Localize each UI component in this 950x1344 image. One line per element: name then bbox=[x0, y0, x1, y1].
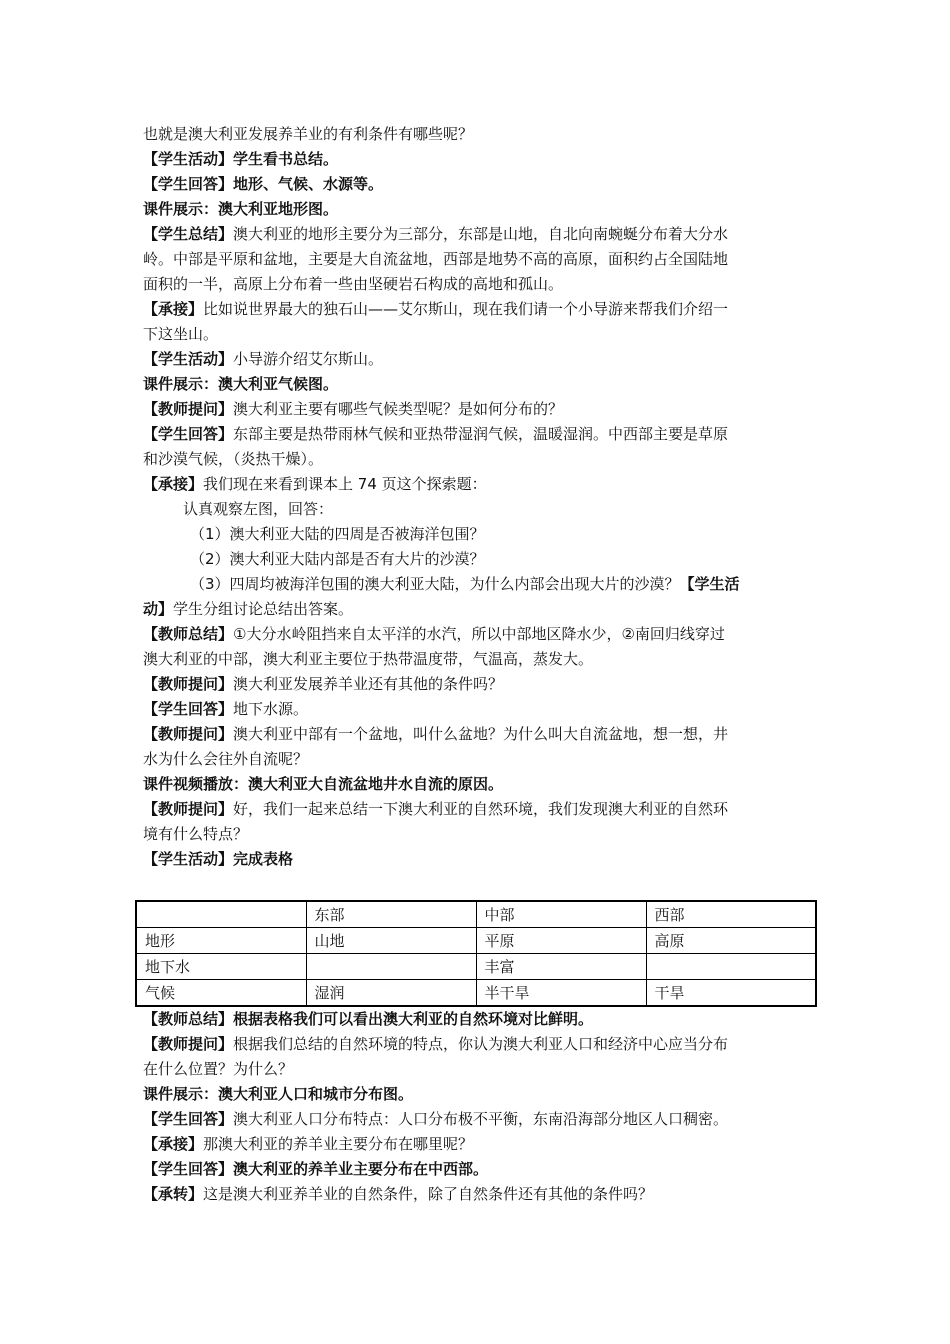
lesson-text-bottom bbox=[143, 1007, 808, 1207]
text-line bbox=[143, 722, 808, 747]
body-text: 澳大利亚的中部，澳大利亚主要位于热带温度带，气温高，蒸发大。 bbox=[143, 650, 594, 668]
body-text: 澳大利亚中部有一个盆地，叫什么盆地？为什么叫大自流盆地，想一想，井 bbox=[233, 725, 729, 743]
body-text: 那澳大利亚的养羊业主要分布在哪里呢？ bbox=[203, 1135, 474, 1153]
bold-text: 课件展示：澳大利亚地形图。 bbox=[143, 200, 339, 218]
document-page bbox=[143, 122, 808, 1207]
body-text: 比如说世界最大的独石山——艾尔斯山，现在我们请一个小导游来帮我们介绍一 bbox=[203, 300, 729, 318]
body-text: （2）澳大利亚大陆内部是否有大片的沙漠？ bbox=[190, 550, 485, 568]
bold-text: 【学生总结】 bbox=[143, 225, 234, 243]
body-text: 澳大利亚的地形主要分为三部分，东部是山地，自北向南蜿蜒分布着大分水 bbox=[233, 225, 729, 243]
text-line bbox=[143, 322, 808, 347]
body-text: 东部主要是热带雨林气候和亚热带湿润气候，温暖湿润。中西部主要是草原 bbox=[233, 425, 729, 443]
text-line bbox=[143, 572, 808, 597]
text-line bbox=[143, 1182, 808, 1207]
table-header-cell bbox=[136, 901, 306, 928]
body-text: 下这坐山。 bbox=[143, 325, 219, 343]
table-header-row bbox=[136, 901, 816, 928]
text-line bbox=[143, 822, 808, 847]
table-header-cell: 中部 bbox=[476, 901, 646, 928]
bold-text: 【教师提问】 bbox=[143, 800, 234, 818]
text-line bbox=[143, 397, 808, 422]
bold-text: 课件展示：澳大利亚人口和城市分布图。 bbox=[143, 1085, 414, 1103]
table-cell: 地下水 bbox=[136, 954, 306, 980]
text-line bbox=[143, 1032, 808, 1057]
body-text: 根据我们总结的自然环境的特点，你认为澳大利亚人口和经济中心应当分布 bbox=[233, 1035, 729, 1053]
body-text: 在什么位置？为什么？ bbox=[143, 1060, 294, 1078]
body-text: 学生分组讨论总结出答案。 bbox=[173, 600, 354, 618]
body-text: 岭。中部是平原和盆地，主要是大自流盆地，西部是地势不高的高原，面积约占全国陆地 bbox=[143, 250, 729, 268]
text-line bbox=[143, 622, 808, 647]
table-cell bbox=[646, 954, 816, 980]
bold-text: 【承接】 bbox=[143, 300, 204, 318]
body-text: （1）澳大利亚大陆的四周是否被海洋包围？ bbox=[190, 525, 485, 543]
text-line bbox=[143, 147, 808, 172]
text-line bbox=[143, 772, 808, 797]
text-line bbox=[143, 272, 808, 297]
table-cell bbox=[306, 954, 476, 980]
table-cell: 半干旱 bbox=[476, 980, 646, 1007]
text-line bbox=[143, 497, 808, 522]
bold-text: 【学生回答】 bbox=[143, 700, 234, 718]
bold-text: 【承转】 bbox=[143, 1185, 204, 1203]
text-line bbox=[143, 797, 808, 822]
text-line bbox=[143, 672, 808, 697]
bold-text: 【学生回答】地形、气候、水源等。 bbox=[143, 175, 384, 193]
table-row bbox=[136, 928, 816, 954]
text-line bbox=[143, 422, 808, 447]
bold-text: 【学生回答】澳大利亚的养羊业主要分布在中西部。 bbox=[143, 1160, 489, 1178]
text-line bbox=[143, 347, 808, 372]
text-line bbox=[143, 472, 808, 497]
bold-text: 【教师提问】 bbox=[143, 1035, 234, 1053]
text-line bbox=[143, 1107, 808, 1132]
body-text: 澳大利亚主要有哪些气候类型呢？是如何分布的？ bbox=[233, 400, 564, 418]
bold-text: 【教师提问】 bbox=[143, 675, 234, 693]
body-text: 和沙漠气候，（炎热干燥）。 bbox=[143, 450, 324, 468]
body-text: 水为什么会往外自流呢？ bbox=[143, 750, 309, 768]
bold-text: 动】 bbox=[143, 600, 174, 618]
body-text: 面积的一半，高原上分布着一些由坚硬岩石构成的高地和孤山。 bbox=[143, 275, 564, 293]
table-row bbox=[136, 954, 816, 980]
text-line bbox=[143, 372, 808, 397]
table-row bbox=[136, 980, 816, 1007]
body-text: ①大分水岭阻挡来自太平洋的水汽，所以中部地区降水少，②南回归线穿过 bbox=[233, 625, 725, 643]
bold-text: 【学生活动】完成表格 bbox=[143, 850, 294, 868]
text-line bbox=[143, 222, 808, 247]
text-line bbox=[143, 1057, 808, 1082]
text-line bbox=[143, 1007, 808, 1032]
body-text: 这是澳大利亚养羊业的自然条件，除了自然条件还有其他的条件吗？ bbox=[203, 1185, 654, 1203]
text-line bbox=[143, 172, 808, 197]
text-line bbox=[143, 697, 808, 722]
text-line bbox=[143, 597, 808, 622]
bold-text: 课件视频播放：澳大利亚大自流盆地井水自流的原因。 bbox=[143, 775, 504, 793]
table-cell: 丰富 bbox=[476, 954, 646, 980]
table-cell: 高原 bbox=[646, 928, 816, 954]
body-text: 也就是澳大利亚发展养羊业的有利条件有哪些呢？ bbox=[143, 125, 474, 143]
body-text: 认真观察左图，回答： bbox=[183, 500, 334, 518]
body-text: 地下水源。 bbox=[233, 700, 309, 718]
table-header-cell: 西部 bbox=[646, 901, 816, 928]
body-text: 好，我们一起来总结一下澳大利亚的自然环境，我们发现澳大利亚的自然环 bbox=[233, 800, 729, 818]
body-text: 澳大利亚人口分布特点：人口分布极不平衡，东南沿海部分地区人口稠密。 bbox=[233, 1110, 729, 1128]
table-cell: 气候 bbox=[136, 980, 306, 1007]
body-text: 我们现在来看到课本上 74 页这个探索题： bbox=[203, 475, 487, 493]
text-line bbox=[143, 122, 808, 147]
body-text: （3）四周均被海洋包围的澳大利亚大陆，为什么内部会出现大片的沙漠？ bbox=[190, 575, 680, 593]
text-line bbox=[143, 1157, 808, 1182]
bold-text: 【教师总结】 bbox=[143, 625, 234, 643]
lesson-text-top bbox=[143, 122, 808, 872]
spacer bbox=[143, 872, 808, 900]
table-cell: 地形 bbox=[136, 928, 306, 954]
table-cell: 山地 bbox=[306, 928, 476, 954]
text-line bbox=[143, 447, 808, 472]
bold-text: 【教师提问】 bbox=[143, 400, 234, 418]
text-line bbox=[143, 847, 808, 872]
text-line bbox=[143, 647, 808, 672]
text-line bbox=[143, 1082, 808, 1107]
text-line bbox=[143, 297, 808, 322]
bold-text: 【学生回答】 bbox=[143, 425, 234, 443]
body-text: 澳大利亚发展养羊业还有其他的条件吗？ bbox=[233, 675, 504, 693]
bold-text: 【学生回答】 bbox=[143, 1110, 234, 1128]
bold-text: 【教师提问】 bbox=[143, 725, 234, 743]
environment-table bbox=[135, 900, 817, 1007]
text-line bbox=[143, 197, 808, 222]
bold-text: 【学生活 bbox=[679, 575, 740, 593]
body-text: 境有什么特点？ bbox=[143, 825, 249, 843]
table-cell: 平原 bbox=[476, 928, 646, 954]
text-line bbox=[143, 247, 808, 272]
table-cell: 湿润 bbox=[306, 980, 476, 1007]
text-line bbox=[143, 547, 808, 572]
table-cell: 干旱 bbox=[646, 980, 816, 1007]
text-line bbox=[143, 522, 808, 547]
bold-text: 【承接】 bbox=[143, 1135, 204, 1153]
bold-text: 【承接】 bbox=[143, 475, 204, 493]
text-line bbox=[143, 1132, 808, 1157]
bold-text: 【学生活动】学生看书总结。 bbox=[143, 150, 339, 168]
body-text: 小导游介绍艾尔斯山。 bbox=[233, 350, 384, 368]
text-line bbox=[143, 747, 808, 772]
bold-text: 课件展示：澳大利亚气候图。 bbox=[143, 375, 339, 393]
table-header-cell: 东部 bbox=[306, 901, 476, 928]
bold-text: 【学生活动】 bbox=[143, 350, 234, 368]
bold-text: 【教师总结】根据表格我们可以看出澳大利亚的自然环境对比鲜明。 bbox=[143, 1010, 594, 1028]
